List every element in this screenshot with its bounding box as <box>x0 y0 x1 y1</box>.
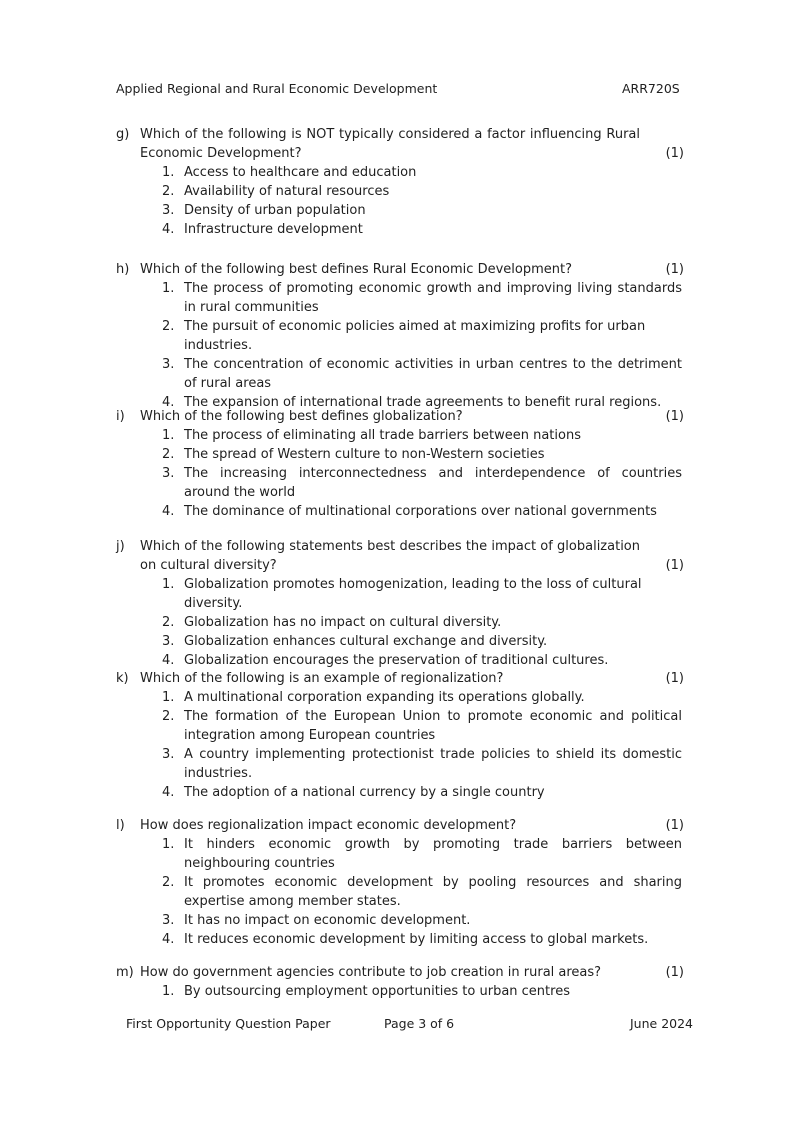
option-item <box>116 707 684 745</box>
option-text: It hinders economic growth by promoting trade barriers between neighbouring countries <box>184 837 682 871</box>
option-text: Density of urban population <box>184 203 366 218</box>
option-text: A country implementing protectionist trade policies to shield its domestic industries. <box>184 747 682 781</box>
question-marks: (1) <box>665 671 684 686</box>
option-number: 4. <box>162 932 175 947</box>
question-letter: i) <box>116 409 125 424</box>
question-k <box>116 669 684 802</box>
question-marks: (1) <box>665 409 684 424</box>
option-text: The spread of Western culture to non-Western societies <box>184 447 545 462</box>
option-text: The expansion of international trade agreements to benefit rural regions. <box>184 395 662 410</box>
option-text: Availability of natural resources <box>184 184 390 199</box>
question-text: Which of the following is an example of regionalization? <box>140 671 504 686</box>
question-marks: (1) <box>665 818 684 833</box>
option-text: The concentration of economic activities in urban centres to the detriment of rural areas <box>184 357 682 391</box>
option-number: 2. <box>162 184 175 199</box>
page-number: Page 3 of 6 <box>384 1016 455 1031</box>
option-number: 2. <box>162 709 175 724</box>
question-l <box>116 816 684 949</box>
option-text: The formation of the European Union to promote economic and political integration among European countries <box>184 709 682 743</box>
options-list <box>116 982 684 1001</box>
option-text: It has no impact on economic development. <box>184 913 471 928</box>
options-list <box>116 835 684 949</box>
question-h <box>116 260 684 412</box>
course-title: Applied Regional and Rural Economic Development <box>116 81 438 96</box>
option-item <box>116 575 684 613</box>
option-number: 4. <box>162 395 175 410</box>
option-number: 4. <box>162 785 175 800</box>
question-i <box>116 407 684 521</box>
option-item <box>116 464 684 502</box>
options-list <box>116 688 684 802</box>
option-number: 1. <box>162 165 175 180</box>
option-text: The pursuit of economic policies aimed at maximizing profits for urban industries. <box>184 319 646 353</box>
option-number: 3. <box>162 357 175 372</box>
question-text: Which of the following best defines globalization? <box>140 409 463 424</box>
option-item <box>116 783 684 802</box>
option-item <box>116 873 684 911</box>
question-letter: l) <box>116 818 125 833</box>
option-item <box>116 426 684 445</box>
question-letter: h) <box>116 262 130 277</box>
option-text: The adoption of a national currency by a single country <box>184 785 545 800</box>
option-number: 2. <box>162 875 175 890</box>
option-text: Access to healthcare and education <box>184 165 417 180</box>
option-number: 1. <box>162 837 175 852</box>
option-text: It promotes economic development by pooling resources and sharing expertise among member states. <box>184 875 682 909</box>
option-number: 4. <box>162 653 175 668</box>
option-item <box>116 317 684 355</box>
question-text: Which of the following is NOT typically considered a factor influencing Rural Economic Development? <box>140 127 640 161</box>
option-text: The increasing interconnectedness and interdependence of countries around the world <box>184 466 682 500</box>
option-number: 2. <box>162 319 175 334</box>
option-number: 1. <box>162 690 175 705</box>
question-text: Which of the following best defines Rural Economic Development? <box>140 262 572 277</box>
option-text: The dominance of multinational corporations over national governments <box>184 504 657 519</box>
exam-date: June 2024 <box>630 1016 694 1031</box>
options-list <box>116 279 684 412</box>
option-item <box>116 613 684 632</box>
option-item <box>116 279 684 317</box>
option-number: 3. <box>162 634 175 649</box>
question-marks: (1) <box>665 146 684 161</box>
option-text: It reduces economic development by limiting access to global markets. <box>184 932 649 947</box>
option-item <box>116 835 684 873</box>
question-letter: g) <box>116 127 130 142</box>
option-number: 4. <box>162 504 175 519</box>
question-marks: (1) <box>665 558 684 573</box>
option-item <box>116 445 684 464</box>
option-item <box>116 651 684 670</box>
option-number: 1. <box>162 577 175 592</box>
option-item <box>116 745 684 783</box>
question-text: How does regionalization impact economic development? <box>140 818 517 833</box>
option-number: 1. <box>162 281 175 296</box>
question-text: Which of the following statements best describes the impact of globalization on cultural diversity? <box>140 539 640 573</box>
option-text: Globalization encourages the preservation of traditional cultures. <box>184 653 609 668</box>
option-item <box>116 163 684 182</box>
option-number: 2. <box>162 615 175 630</box>
option-number: 1. <box>162 984 175 999</box>
question-g <box>116 125 684 239</box>
option-number: 3. <box>162 747 175 762</box>
option-item <box>116 982 684 1001</box>
option-item <box>116 688 684 707</box>
option-number: 4. <box>162 222 175 237</box>
option-number: 3. <box>162 913 175 928</box>
option-number: 3. <box>162 203 175 218</box>
option-item <box>116 632 684 651</box>
course-code: ARR720S <box>622 81 680 96</box>
question-letter: k) <box>116 671 129 686</box>
option-text: Globalization promotes homogenization, leading to the loss of cultural diversity. <box>184 577 642 611</box>
paper-type: First Opportunity Question Paper <box>126 1016 331 1031</box>
question-marks: (1) <box>665 965 684 980</box>
option-text: Globalization enhances cultural exchange and diversity. <box>184 634 548 649</box>
options-list <box>116 426 684 521</box>
option-text: A multinational corporation expanding its operations globally. <box>184 690 585 705</box>
option-item <box>116 911 684 930</box>
option-item <box>116 220 684 239</box>
option-text: The process of eliminating all trade barriers between nations <box>184 428 581 443</box>
options-list <box>116 575 684 670</box>
option-text: By outsourcing employment opportunities to urban centres <box>184 984 570 999</box>
question-letter: j) <box>116 539 125 554</box>
question-text: How do government agencies contribute to job creation in rural areas? <box>140 965 602 980</box>
option-item <box>116 182 684 201</box>
question-marks: (1) <box>665 262 684 277</box>
option-item <box>116 201 684 220</box>
question-letter: m) <box>116 965 134 980</box>
option-text: Globalization has no impact on cultural diversity. <box>184 615 502 630</box>
option-number: 2. <box>162 447 175 462</box>
option-text: The process of promoting economic growth and improving living standards in rural communities <box>184 281 682 315</box>
option-number: 3. <box>162 466 175 481</box>
option-item <box>116 502 684 521</box>
option-number: 1. <box>162 428 175 443</box>
question-j <box>116 537 684 670</box>
question-m <box>116 963 684 1001</box>
option-item <box>116 930 684 949</box>
option-text: Infrastructure development <box>184 222 363 237</box>
options-list <box>116 163 684 239</box>
option-item <box>116 355 684 393</box>
